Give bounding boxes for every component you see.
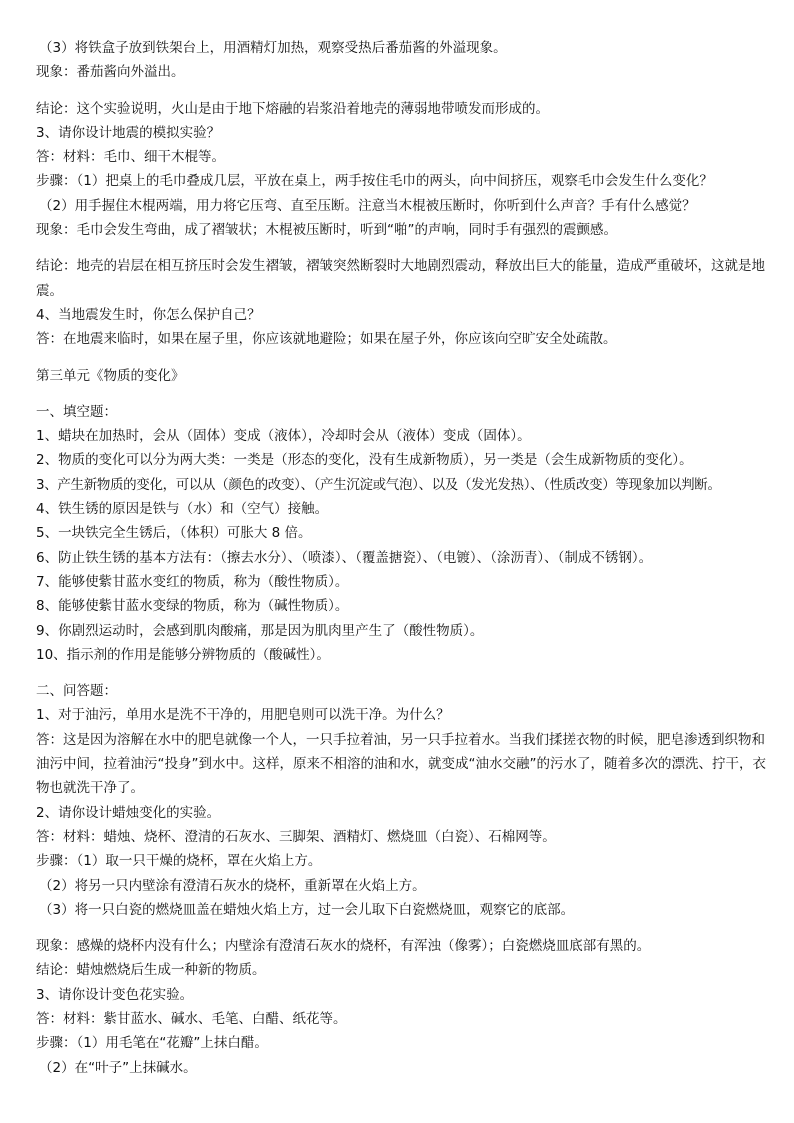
text-line: （3）将一只白瓷的燃烧皿盖在蜡烛火焰上方，过一会儿取下白瓷燃烧皿，观察它的底部。 bbox=[39, 901, 575, 918]
list-item: 4、铁生锈的原因是铁与（水）和（空气）接触。 bbox=[36, 501, 329, 518]
text-line: 答：材料：紫甘蓝水、碱水、毛笔、白醋、纸花等。 bbox=[36, 1010, 347, 1027]
text-line: 步骤：（1）用毛笔在“花瓣”上抹白醋。 bbox=[36, 1035, 268, 1052]
list-item: 3、产生新物质的变化，可以从（颜色的改变）、（产生沉淀或气泡）、以及（发光发热）、（性质改变）等现象加以判断。 bbox=[36, 476, 721, 493]
question-heading: 2、请你设计蜡烛变化的实验。 bbox=[36, 804, 221, 821]
text-line: （2）将另一只内壁涂有澄清石灰水的烧杯，重新罩在火焰上方。 bbox=[39, 877, 426, 894]
paragraph: 结论：地壳的岩层在相互挤压时会发生褶皱，褶皱突然断裂时大地剧烈震动，释放出巨大的能量，造成严重破坏，这就是地震。 bbox=[36, 258, 765, 299]
list-item: 2、物质的变化可以分为两大类：一类是（形态的变化，没有生成新物质），另一类是（会生成新物质的变化）。 bbox=[36, 452, 693, 469]
paragraph: 答：这是因为溶解在水中的肥皂就像一个人，一只手拉着油，另一只手拉着水。当我们揉搓衣物的时候，肥皂渗透到织物和油污中间，拉着油污“投身”到水中。这样，原来不相溶的油和水，就变成“油水交融”的污水了，随着多次的漂洗、拧干，衣物也就洗干净了。 bbox=[36, 731, 766, 797]
question-heading: 1、对于油污，单用水是洗不干净的，用肥皂则可以洗干净。为什么？ bbox=[36, 707, 450, 724]
text-line: 结论：蜡烛燃烧后生成一种新的物质。 bbox=[36, 962, 266, 979]
section-heading: 二、问答题： bbox=[36, 683, 117, 700]
list-item: 10、指示剂的作用是能够分辨物质的（酸碱性）。 bbox=[36, 646, 330, 663]
text-line: 结论：这个实验说明，火山是由于地下熔融的岩浆沿着地壳的薄弱地带喷发而形成的。 bbox=[36, 100, 549, 117]
list-item: 6、防止铁生锈的基本方法有：（擦去水分）、（喷漆）、（覆盖搪瓷）、（电镀）、（涂沥青）、（制成不锈钢）。 bbox=[36, 549, 653, 566]
text-line: 现象：毛巾会发生弯曲，成了褶皱状；木棍被压断时，听到“啪”的声响，同时手有强烈的震颤感。 bbox=[36, 222, 617, 239]
question-heading: 3、请你设计地震的模拟实验？ bbox=[36, 124, 221, 141]
text-line: 步骤：（1）取一只干燥的烧杯，罩在火焰上方。 bbox=[36, 853, 322, 870]
list-item: 5、一块铁完全生锈后，（体积）可胀大 8 倍。 bbox=[36, 525, 312, 542]
text-line: （2）用手握住木棍两端，用力将它压弯、直至压断。注意当木棍被压断时，你听到什么声音？手有什么感觉？ bbox=[39, 197, 696, 214]
text-line: 答：在地震来临时，如果在屋子里，你应该就地避险；如果在屋子外，你应该向空旷安全处疏散。 bbox=[36, 331, 617, 348]
unit-title: 第三单元《物质的变化》 bbox=[36, 367, 185, 384]
question-heading: 4、当地震发生时，你怎么保护自己？ bbox=[36, 306, 261, 323]
text-line: （2）在“叶子”上抹碱水。 bbox=[39, 1059, 197, 1076]
text-line: 步骤：（1）把桌上的毛巾叠成几层，平放在桌上，两手按住毛巾的两头，向中间挤压，观察毛巾会发生什么变化？ bbox=[36, 173, 713, 190]
document-body bbox=[36, 36, 766, 1080]
text-line: （3）将铁盒子放到铁架台上，用酒精灯加热，观察受热后番茄酱的外溢现象。 bbox=[39, 40, 507, 56]
section-heading: 一、填空题： bbox=[36, 403, 117, 420]
list-item: 7、能够使紫甘蓝水变红的物质，称为（酸性物质）。 bbox=[36, 573, 349, 590]
list-item: 8、能够使紫甘蓝水变绿的物质，称为（碱性物质）。 bbox=[36, 598, 349, 615]
question-heading: 3、请你设计变色花实验。 bbox=[36, 986, 194, 1003]
text-line: 现象：番茄酱向外溢出。 bbox=[36, 64, 185, 81]
text-line: 答：材料：毛巾、细干木棍等。 bbox=[36, 149, 225, 166]
list-item: 1、蜡块在加热时，会从（固体）变成（液体），冷却时会从（液体）变成（固体）。 bbox=[36, 428, 531, 445]
text-line: 现象：感燥的烧杯内没有什么；内壁涂有澄清石灰水的烧杯，有浑浊（像雾）；白瓷燃烧皿底部有黑的。 bbox=[36, 938, 651, 955]
text-line: 答：材料：蜡烛、烧杯、澄清的石灰水、三脚架、酒精灯、燃烧皿（白瓷）、石棉网等。 bbox=[36, 828, 556, 845]
list-item: 9、你剧烈运动时，会感到肌肉酸痛，那是因为肌肉里产生了（酸性物质）。 bbox=[36, 622, 484, 639]
